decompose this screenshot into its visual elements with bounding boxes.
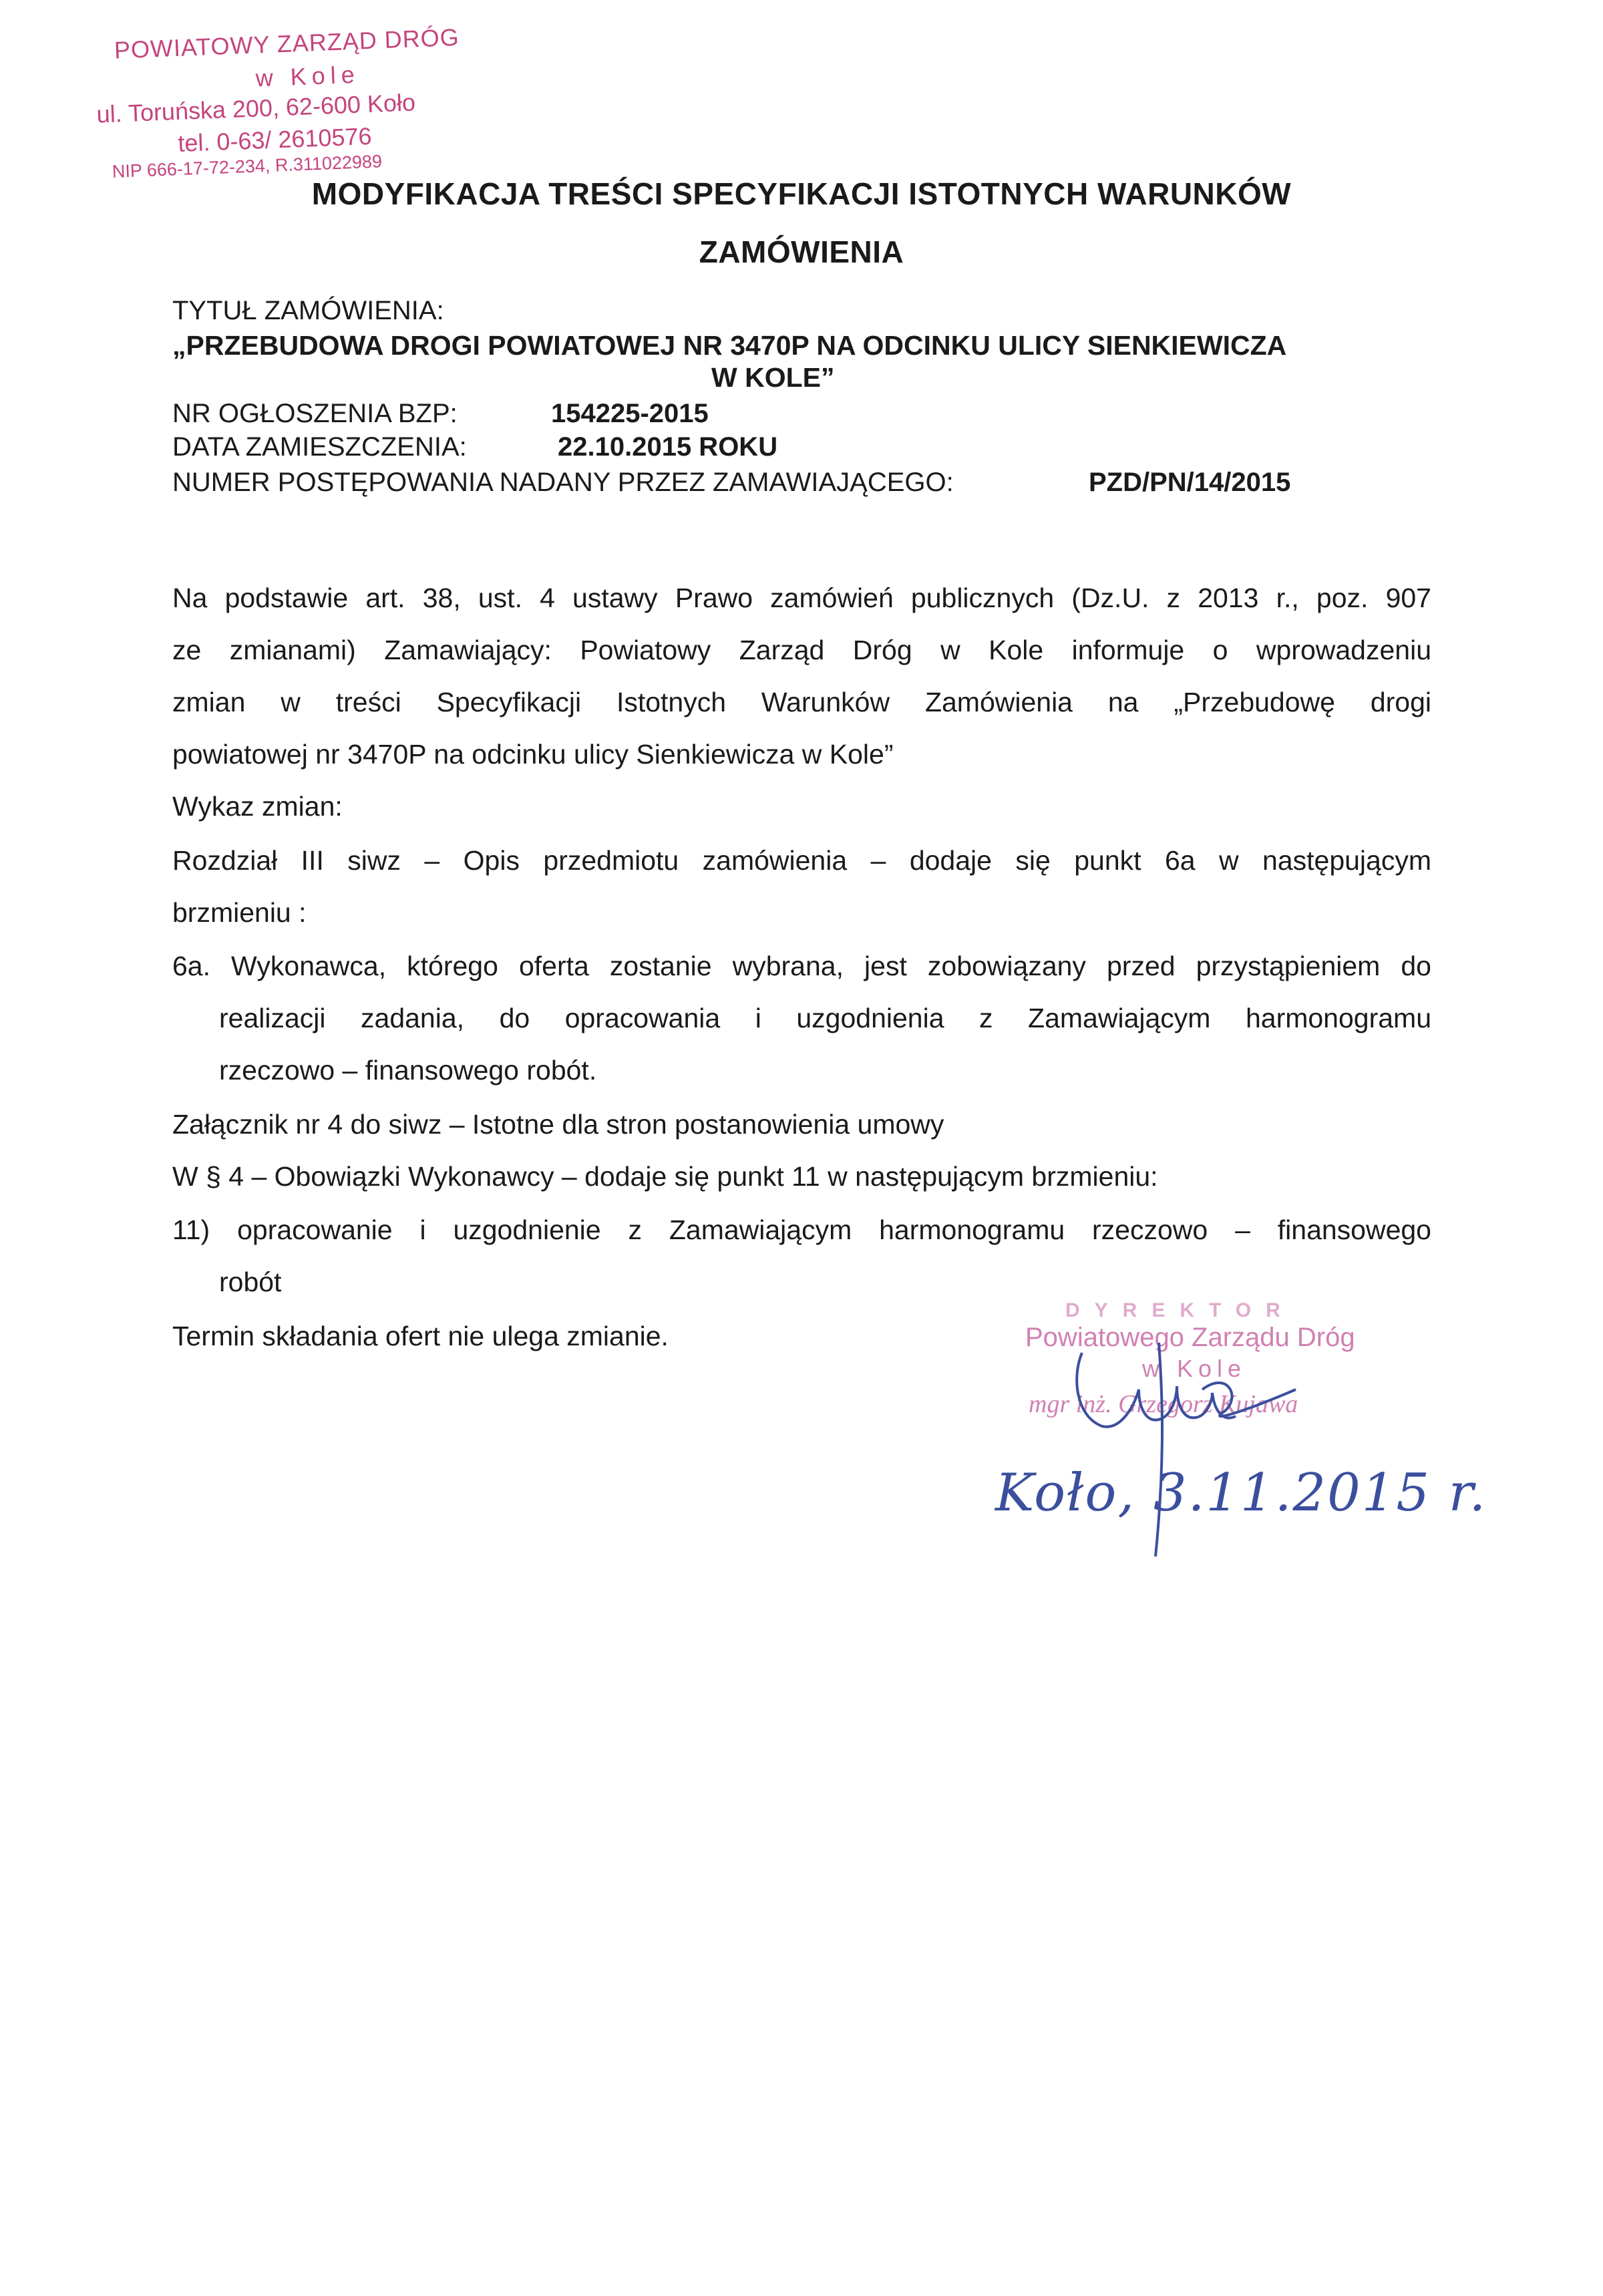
changes-label: Wykaz zmian: — [172, 791, 343, 822]
document-title-line1: MODYFIKACJA TREŚCI SPECYFIKACJI ISTOTNYCH WARUNKÓW — [311, 176, 1292, 211]
document-title-line2: ZAMÓWIENIA — [699, 234, 904, 269]
point-6a-line-2: realizacji zadania, do opracowania i uzgodnienia z Zamawiającym harmonogramu — [219, 1003, 1431, 1033]
point-6a-line-3: rzeczowo – finansowego robót. — [219, 1055, 597, 1086]
handwritten-place-date: Koło, 3.11.2015 r. — [995, 1463, 1487, 1523]
stamp-line-phone: tel. 0-63/ 2610576 — [177, 122, 373, 158]
director-signature-block — [1002, 1289, 1436, 1570]
chapter-3-line-1: Rozdział III siwz – Opis przedmiotu zamówienia – dodaje się punkt 6a w następującym — [172, 845, 1431, 876]
point-11-line-1: 11) opracowanie i uzgodnienie z Zamawiającym harmonogramu rzeczowo – finansowego — [172, 1214, 1431, 1245]
director-stamp-role: DYREKTOR — [1065, 1299, 1295, 1321]
director-stamp-name: mgr inż. Grzegorz Kujawa — [1029, 1390, 1298, 1418]
director-stamp-city: w Kole — [1142, 1355, 1247, 1382]
paragraph-4-line: W § 4 – Obowiązki Wykonawcy – dodaje się punkt 11 w następującym brzmieniu: — [172, 1161, 1158, 1192]
order-title-line1: „PRZEBUDOWA DROGI POWIATOWEJ NR 3470P NA ODCINKU ULICY SIENKIEWICZA — [172, 330, 1287, 361]
paragraph-1-line-1: Na podstawie art. 38, ust. 4 ustawy Prawo zamówień publicznych (Dz.U. z 2013 r., poz. 907 — [172, 583, 1431, 613]
paragraph-1-line-3: zmian w treści Specyfikacji Istotnych Warunków Zamówienia na „Przebudowę drogi — [172, 687, 1431, 717]
date-label: DATA ZAMIESZCZENIA: — [172, 432, 467, 462]
chapter-3-line-2: brzmieniu : — [172, 897, 307, 928]
point-11-line-2: robót — [219, 1267, 282, 1297]
date-value: 22.10.2015 ROKU — [558, 432, 778, 462]
stamp-line-nip: NIP 666-17-72-234, R.311022989 — [112, 151, 383, 182]
procedure-value: PZD/PN/14/2015 — [1089, 468, 1291, 497]
order-title-line2: W KOLE” — [711, 362, 835, 393]
bzp-value: 154225-2015 — [551, 399, 709, 428]
paragraph-1-line-2: ze zmianami) Zamawiający: Powiatowy Zarząd Dróg w Kole informuje o wprowadzeniu — [172, 635, 1431, 665]
director-stamp-org: Powiatowego Zarządu Dróg — [1025, 1323, 1355, 1352]
procedure-label: NUMER POSTĘPOWANIA NADANY PRZEZ ZAMAWIAJĄCEGO: — [172, 468, 954, 497]
attachment-4-line: Załącznik nr 4 do siwz – Istotne dla stron postanowienia umowy — [172, 1109, 944, 1140]
stamp-line-address: ul. Toruńska 200, 62-600 Koło — [96, 88, 416, 128]
deadline-line: Termin składania ofert nie ulega zmianie. — [172, 1321, 669, 1351]
stamp-line-city: w Kole — [254, 60, 361, 92]
stamp-line-name: POWIATOWY ZARZĄD DRÓG — [114, 23, 460, 64]
order-title-label: TYTUŁ ZAMÓWIENIA: — [172, 296, 444, 325]
paragraph-1-line-4: powiatowej nr 3470P na odcinku ulicy Sienkiewicza w Kole” — [172, 739, 894, 770]
bzp-label: NR OGŁOSZENIA BZP: — [172, 399, 458, 428]
point-6a-line-1: 6a. Wykonawca, którego oferta zostanie wybrana, jest zobowiązany przed przystąpieniem do — [172, 951, 1431, 981]
handwritten-signature — [1002, 1289, 1436, 1570]
